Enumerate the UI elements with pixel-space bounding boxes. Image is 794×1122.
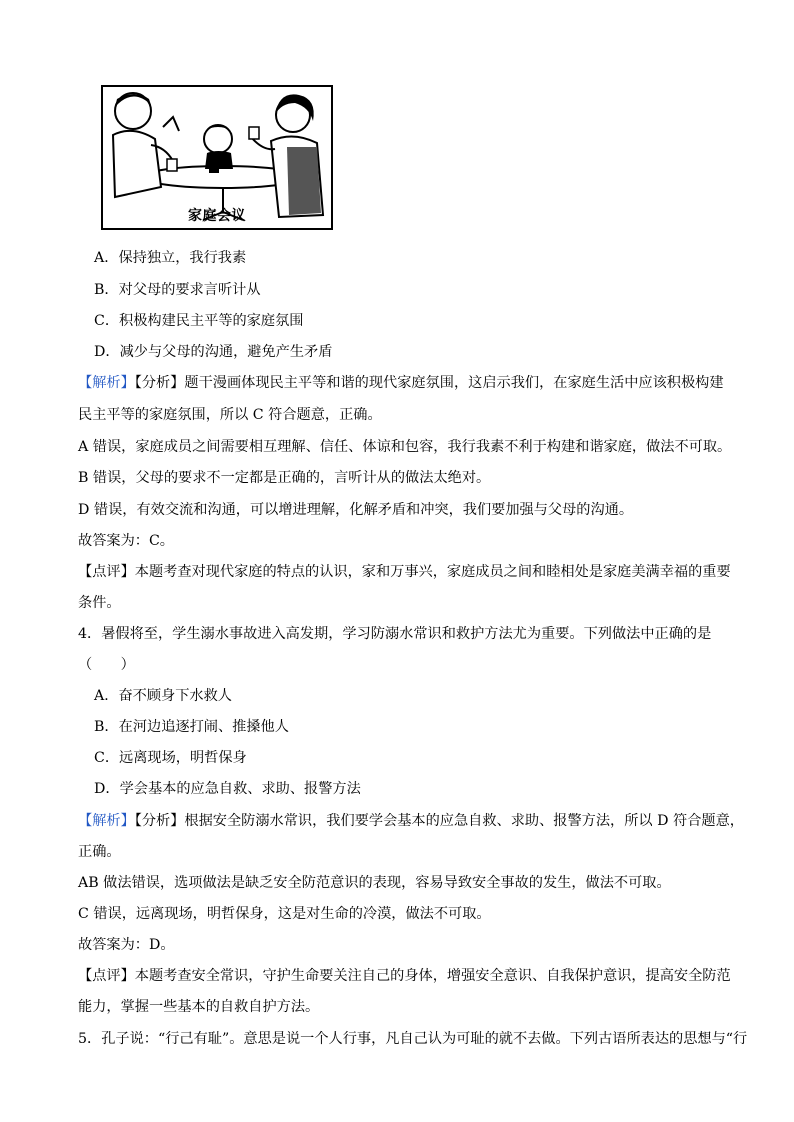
q3-comment-line: 条件。 <box>78 595 121 611</box>
option-letter: D． <box>94 781 120 797</box>
family-meeting-illustration <box>101 85 333 230</box>
q4-answer: 故答案为：D。 <box>78 937 175 953</box>
q4-option-a <box>94 686 764 706</box>
q3-option-a <box>94 248 764 268</box>
option-letter: A． <box>94 688 119 704</box>
option-text: 学会基本的应急自救、求助、报警方法 <box>119 781 361 797</box>
option-letter: A． <box>94 250 119 266</box>
option-text: 奋不顾身下水救人 <box>118 688 232 704</box>
q4-option-b <box>94 717 764 737</box>
q3-answer: 故答案为：C。 <box>78 533 174 549</box>
q4-analysis-line: AB 做法错误，选项做法是缺乏安全防范意识的表现，容易导致安全事故的发生，做法不可取。 <box>78 875 671 891</box>
option-text: 对父母的要求言听计从 <box>118 282 261 298</box>
analysis-text: 【分析】题干漫画体现民主平等和谐的现代家庭氛围，这启示我们，在家庭生活中应该积极构建 <box>134 375 724 391</box>
q3-analysis-line: B 错误，父母的要求不一定都是正确的，言听计从的做法太绝对。 <box>78 470 491 486</box>
q4-option-d <box>94 779 764 799</box>
q4-comment-line: 能力，掌握一些基本的自救自护方法。 <box>78 999 320 1015</box>
option-text: 积极构建民主平等的家庭氛围 <box>119 313 304 329</box>
illustration-caption: 家庭会议 <box>188 208 246 224</box>
q3-option-b <box>94 280 764 300</box>
q3-analysis-line: 民主平等的家庭氛围，所以 C 符合题意，正确。 <box>78 407 382 423</box>
option-letter: B． <box>94 719 119 735</box>
q4-stem: 4．暑假将至，学生溺水事故进入高发期，学习防溺水常识和救护方法尤为重要。下列做法中正确的是 <box>78 626 712 642</box>
option-letter: C． <box>94 750 120 766</box>
option-letter: D． <box>94 344 120 360</box>
option-text: 保持独立，我行我素 <box>118 250 247 266</box>
option-text: 减少与父母的沟通，避免产生矛盾 <box>119 344 333 360</box>
q3-analysis-line: A 错误，家庭成员之间需要相互理解、信任、体谅和包容，我行我素不利于构建和谐家庭，做法不可取。 <box>78 439 732 455</box>
q3-comment-line: 【点评】本题考查对现代家庭的特点的认识，家和万事兴，家庭成员之间和睦相处是家庭美满幸福的重要 <box>78 564 731 580</box>
q4-option-c <box>94 748 764 768</box>
analysis-tag: 【解析】 <box>78 813 135 829</box>
q5-stem: 5．孔子说：“行己有耻”。意思是说一个人行事，凡自己认为可耻的就不去做。下列古语所表达的思想与“行 <box>78 1031 748 1047</box>
q3-analysis-line <box>78 373 764 393</box>
q3-option-d <box>94 342 764 362</box>
q3-analysis-line: D 错误，有效交流和沟通，可以增进理解，化解矛盾和冲突，我们要加强与父母的沟通。 <box>78 502 634 518</box>
q4-analysis-line <box>78 811 764 831</box>
q4-comment-line: 【点评】本题考查安全常识，守护生命要关注自己的身体，增强安全意识、自我保护意识，提高安全防范 <box>78 968 731 984</box>
q4-stem-blank: （ ） <box>78 657 135 673</box>
q3-option-c <box>94 311 764 331</box>
analysis-tag: 【解析】 <box>78 375 135 391</box>
option-letter: B． <box>94 282 119 298</box>
option-text: 在河边追逐打闹、推搡他人 <box>118 719 289 735</box>
q4-analysis-line: C 错误，远离现场，明哲保身，这是对生命的冷漠，做法不可取。 <box>78 906 491 922</box>
q4-analysis-line: 正确。 <box>78 844 121 860</box>
option-letter: C． <box>94 313 120 329</box>
analysis-text: 【分析】根据安全防溺水常识，我们要学会基本的应急自救、求助、报警方法，所以 D 符合题意， <box>134 813 744 829</box>
option-text: 远离现场，明哲保身 <box>119 750 247 766</box>
